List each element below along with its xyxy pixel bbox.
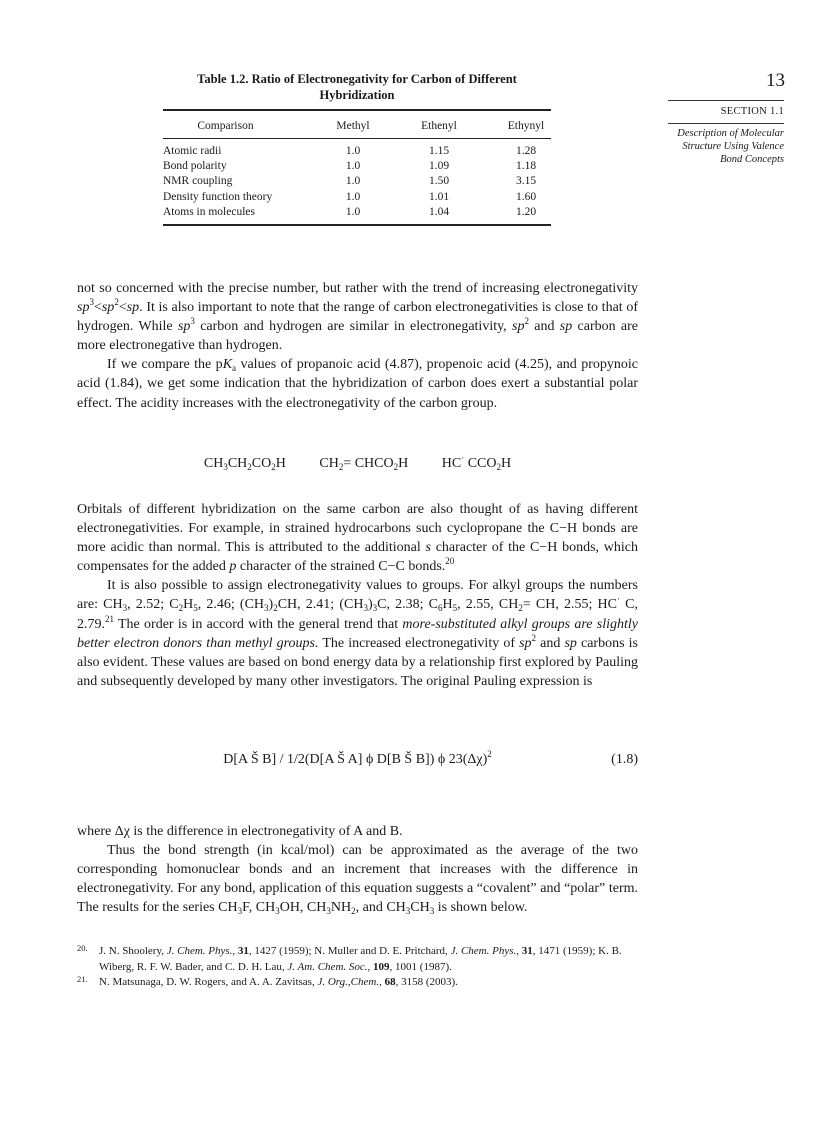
paragraph: not so concerned with the precise number, but rather with the trend of increasing electronegativity $sp^3<sp^2<sp$. It is also important to note that the range of carbon electronegativities is close to that of hydrogen. While $sp^3$ carbon and hydrogen are similar in electronegativity, $sp^2$ and sp carbon are more electronegative than hydrogen.	[77, 281, 638, 354]
footnote-20: 20. J. N. Shoolery, J. Chem. Phys., 31, 1427 (1959); N. Muller and D. E. Pritchard, J. Chem. Phys., 31, 1471 (1959); K. B. Wiberg, R. F. W. Bader, and C. D. H. Lau, J. Am. Chem. Soc., 109, 1001 (1987).	[77, 943, 622, 973]
footnote-21: 21. N. Matsunaga, D. W. Rogers, and A. A. Zavitsas, J. Org.,Chem., 68, 3158 (2003).	[77, 974, 458, 988]
table-cell: 1.20	[515, 206, 537, 218]
body-text-lower	[77, 822, 638, 917]
table-cell: 1.28	[515, 145, 537, 157]
footnote-ref[interactable]: 21	[105, 613, 114, 624]
table-cell: 1.18	[515, 160, 537, 172]
formula-propenoic-acid: $CH_2=$ $CHCO_2H$	[319, 456, 409, 472]
table-header-cell: Methyl	[336, 120, 370, 132]
table-cell: Density function theory	[163, 191, 273, 203]
section-desc-line: Bond Concepts	[720, 154, 784, 165]
table-cell: 1.15	[428, 145, 450, 157]
table-cell: 1.0	[345, 175, 361, 187]
table-caption-line: Hybridization	[319, 88, 395, 102]
table-cell: 1.50	[428, 175, 450, 187]
formula-propanoic-acid: $CH_3CH_2CO_2H$	[203, 456, 286, 472]
section-desc-line: Description of Molecular	[677, 128, 784, 139]
equation-body: D[A Š B] / 1/2(D[A Š A] ϕ D[B Š B]) ϕ $23(\Delta\chi)^2$	[223, 749, 492, 767]
table-cell: 1.0	[345, 206, 361, 218]
paragraph: If we compare the $pK_a$ values of propanoic acid (4.87), propenoic acid (4.25), and propynoic acid (1.84), we get some indication that the hybridization of carbon does exert a substantial polar effect. The acidity increases with the electronegativity of the carbon group.	[77, 357, 638, 411]
margin-rule-bottom	[668, 123, 784, 124]
table-cell: Atomic radii	[163, 145, 222, 157]
footnote-ref[interactable]: 20	[445, 556, 455, 567]
table-cell: NMR coupling	[163, 175, 233, 187]
paragraph: Thus the bond strength (in kcal/mol) can be approximated as the average of the two corresponding homonuclear bonds and an increment that increases with the difference in electronegativity. For any bond, application of this equation suggests a “covalent” and “polar” term. The results for the series $CH_3F$, $CH_3OH$, $CH_3NH_2$, and $CH_3CH_3$ is shown below.	[77, 843, 638, 917]
table-bottom-rule	[163, 224, 551, 226]
footnotes	[77, 944, 638, 991]
table-cell: Atoms in molecules	[163, 206, 255, 218]
table-header-rule	[163, 138, 551, 139]
footnote-number: 20.	[77, 943, 88, 953]
table-header-cell: Comparison	[197, 120, 254, 132]
table-cell: 1.0	[345, 145, 361, 157]
page-number: 13	[766, 70, 785, 91]
table-header-cell: Ethenyl	[421, 120, 457, 132]
table-cell: Bond polarity	[163, 160, 227, 172]
margin-rule-top	[668, 100, 784, 101]
formula-row	[77, 453, 638, 472]
formula-propynoic-acid: HC· $CCO_2H$	[441, 453, 512, 472]
table-cell: 1.09	[428, 160, 450, 172]
table-cell: 3.15	[515, 175, 537, 187]
table-cell: 1.0	[345, 160, 361, 172]
table-header-cell: Ethynyl	[507, 120, 545, 132]
table-cell: 1.01	[428, 191, 450, 203]
equation-number: (1.8)	[611, 752, 638, 767]
section-description	[640, 127, 784, 166]
section-label: SECTION 1.1	[720, 106, 784, 117]
table-caption	[163, 71, 551, 103]
table-cell: 1.60	[515, 191, 537, 203]
footnote-number: 21.	[77, 974, 88, 984]
paragraph: where Δχ is the difference in electronegativity of A and B.	[77, 824, 403, 839]
table-caption-line: Table 1.2. Ratio of Electronegativity for Carbon of Different	[197, 72, 517, 86]
table-cell: 1.04	[428, 206, 450, 218]
section-desc-line: Structure Using Valence	[682, 141, 784, 152]
body-text-upper	[77, 279, 638, 413]
table-top-rule	[163, 109, 551, 111]
body-text-middle	[77, 500, 638, 691]
paragraph: Orbitals of different hybridization on the same carbon are also thought of as having different electronegativities. For example, in strained hydrocarbons such cyclopropane the C−H bonds are more acidic than normal. This is attributed to the additional s character of the C−H bonds, which compensates for the added p character of the strained C−C bonds.$^{20}$	[77, 502, 638, 575]
table-cell: 1.0	[345, 191, 361, 203]
paragraph: It is also possible to assign electronegativity values to groups. For alkyl groups the numbers are: $CH_3$, 2.52; $C_2H_5$, 2.46; $(CH_3)_2CH$, 2.41; $(CH_3)_3C$, 2.38; $C_6H_5$, 2.55, $CH_2=$ CH, 2.55; HC· C, 2.79.21 The order is in accord with the general trend that more-substituted alkyl groups are slightly better electron donors than methyl groups. The increased electronegativity of $sp^2$ and sp carbons is also evident. These values are based on bond energy data by a relationship first explored by Pauling and subsequently developed by many other investigators. The original Pauling expression is	[77, 578, 639, 689]
